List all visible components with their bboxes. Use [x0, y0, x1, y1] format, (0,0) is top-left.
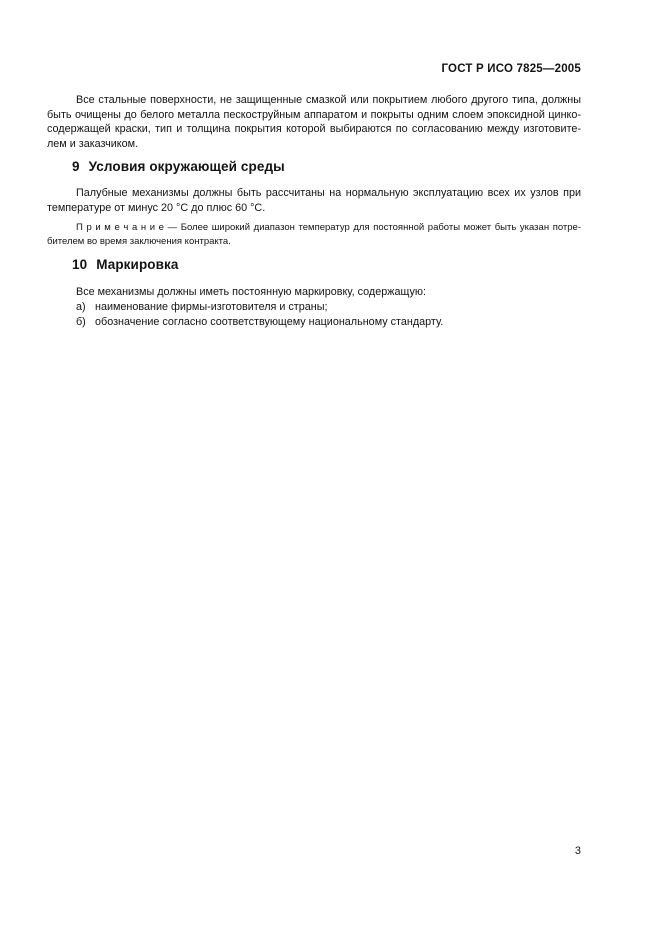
list-item-text: обозначение согласно соответствующему национальному стандарту. — [95, 315, 444, 328]
document-code: ГОСТ Р ИСО 7825—2005 — [441, 63, 581, 75]
paragraph-line: быть очищены до белого металла пескоструйным аппаратом и покрыты одним слоем эпоксидной цинко- — [47, 108, 581, 121]
paragraph-line: лем и заказчиком. — [47, 137, 139, 150]
section-10-content — [47, 285, 581, 329]
list-item-marker: б) — [76, 315, 86, 328]
section-9-paragraph — [47, 186, 581, 215]
list-item — [47, 315, 581, 330]
paragraph-line: Все механизмы должны иметь постоянную маркировку, содержащую: — [76, 286, 426, 298]
note-line: бителем во время заключения контракта. — [47, 235, 231, 247]
section-10-number: 10 — [72, 257, 88, 272]
paragraph-line: Все стальные поверхности, не защищенные смазкой или покрытием любого другого типа, должны — [76, 94, 581, 106]
list-item-marker: а) — [76, 300, 86, 313]
section-9-note — [47, 221, 581, 248]
section-9-title: Условия окружающей среды — [88, 159, 285, 174]
paragraph-line: Палубные механизмы должны быть рассчитаны на нормальную эксплуатацию всех их узлов при — [76, 187, 581, 199]
section-10-title: Маркировка — [96, 257, 179, 272]
intro-paragraph — [47, 93, 581, 151]
paragraph-line: содержащей краски, тип и толщина покрытия которой выбираются по согласованию между изготовите- — [47, 123, 581, 136]
list-item-text: наименование фирмы-изготовителя и страны; — [95, 300, 328, 313]
page-number: 3 — [574, 845, 581, 857]
list-item — [47, 300, 581, 315]
section-10-heading — [47, 257, 581, 272]
note-line: П р и м е ч а н и е — Более широкий диапазон температур для постоянной работы может быть указан потре- — [76, 222, 581, 233]
section-9-heading — [47, 159, 581, 174]
paragraph-line: температуре от минус 20 °С до плюс 60 °С. — [47, 201, 266, 214]
section-9-number: 9 — [72, 159, 80, 174]
